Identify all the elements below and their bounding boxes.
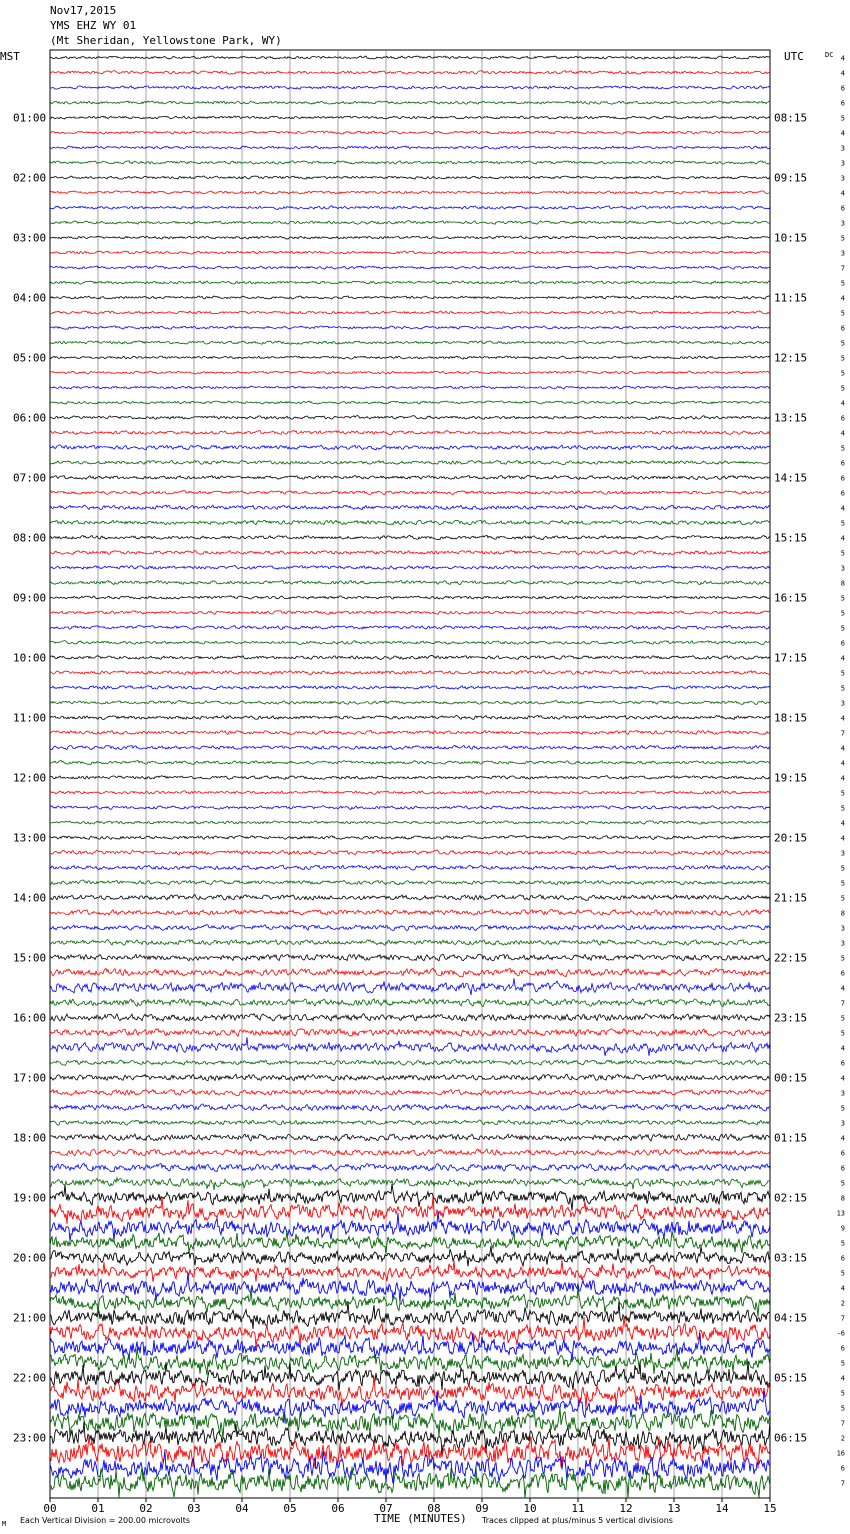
trace-line: [50, 266, 770, 269]
dc-offset-label: 5: [840, 279, 845, 288]
trace-line: [50, 1149, 770, 1156]
left-hour-label: 02:00: [13, 171, 47, 185]
trace-line: [50, 475, 770, 479]
dc-offset-label: 4: [840, 504, 845, 513]
dc-offset-label: 6: [840, 414, 845, 423]
trace-line: [50, 251, 770, 254]
right-hour-label: 15:15: [774, 531, 808, 545]
dc-offset-label: 5: [840, 354, 845, 363]
x-tick-label: 05: [283, 1502, 297, 1515]
trace-line: [50, 1333, 770, 1362]
trace-line: [50, 954, 770, 961]
right-hour-label: 09:15: [774, 171, 808, 185]
dc-offset-label: 4: [840, 534, 845, 543]
right-hour-label: 20:15: [774, 831, 808, 845]
trace-line: [50, 686, 770, 690]
dc-offset-label: 6: [840, 99, 845, 108]
left-hour-label: 14:00: [13, 891, 47, 905]
trace-line: [50, 131, 770, 134]
dc-offset-label: 5: [840, 804, 845, 813]
trace-line: [50, 1120, 770, 1125]
dc-offset-label: 5: [840, 1104, 845, 1113]
dc-offset-label: 4: [840, 69, 845, 78]
dc-offset-label: 3: [840, 924, 845, 933]
corner-mark: M: [2, 1520, 7, 1528]
dc-offset-label: 3: [840, 159, 845, 168]
trace-line: [50, 806, 770, 810]
dc-offset-label: 8: [840, 579, 845, 588]
trace-line: [50, 821, 770, 824]
right-hour-label: 04:15: [774, 1311, 808, 1325]
dc-offset-label: 4: [840, 714, 845, 723]
dc-offset-label: 4: [840, 1284, 845, 1293]
dc-offset-label: 7: [840, 729, 845, 738]
right-hour-label: 23:15: [774, 1011, 808, 1025]
trace-line: [50, 836, 770, 840]
trace-line: [50, 86, 770, 89]
left-hour-label: 06:00: [13, 411, 47, 425]
right-hour-label: 19:15: [774, 771, 808, 785]
x-axis-title: TIME (MINUTES): [374, 1512, 467, 1525]
dc-offset-label: 5: [840, 309, 845, 318]
trace-line: [50, 460, 770, 464]
dc-offset-label: 3: [840, 249, 845, 258]
trace-line: [50, 386, 770, 389]
left-hour-label: 05:00: [13, 351, 47, 365]
scale-note: Each Vertical Division = 200.00 microvolts: [20, 1516, 191, 1525]
trace-line: [50, 1288, 770, 1317]
station-code: YMS EHZ WY 01: [50, 19, 137, 32]
x-tick-label: 04: [235, 1502, 249, 1515]
dc-offset-label: 6: [840, 639, 845, 648]
dc-offset-label: 3: [840, 699, 845, 708]
x-tick-label: 11: [571, 1502, 585, 1515]
trace-line: [50, 880, 770, 885]
dc-offset-label: 4: [840, 1374, 845, 1383]
right-timezone-label: UTC: [784, 50, 804, 63]
right-hour-label: 00:15: [774, 1071, 808, 1085]
dc-offset-label: 6: [840, 1344, 845, 1353]
right-hour-label: 21:15: [774, 891, 808, 905]
dc-offset-label: 3: [840, 939, 845, 948]
dc-offset-label: 9: [840, 1224, 845, 1233]
x-tick-label: 01: [91, 1502, 105, 1515]
left-hour-label: 23:00: [13, 1431, 47, 1445]
dc-offset-label: 7: [840, 1314, 845, 1323]
dc-offset-label: 4: [840, 984, 845, 993]
dc-offset-label: 5: [840, 789, 845, 798]
left-hour-label: 08:00: [13, 531, 47, 545]
trace-line: [50, 895, 770, 901]
left-hour-label: 22:00: [13, 1371, 47, 1385]
trace-line: [50, 1197, 770, 1224]
dc-offset-label: 5: [840, 1239, 845, 1248]
right-hour-label: 06:15: [774, 1431, 808, 1445]
trace-line: [50, 745, 770, 749]
trace-line: [50, 909, 770, 915]
trace-line: [50, 445, 770, 450]
trace-line: [50, 1134, 770, 1141]
dc-offset-label: 5: [840, 864, 845, 873]
trace-line: [50, 565, 770, 569]
dc-offset-label: 6: [840, 204, 845, 213]
left-hour-label: 21:00: [13, 1311, 47, 1325]
left-hour-label: 10:00: [13, 651, 47, 665]
dc-offset-label: 7: [840, 1419, 845, 1428]
dc-offset-label: 16: [836, 1449, 845, 1458]
trace-line: [50, 865, 770, 870]
dc-offset-label: 5: [840, 444, 845, 453]
right-hour-label: 14:15: [774, 471, 808, 485]
trace-line: [50, 371, 770, 374]
left-hour-label: 19:00: [13, 1191, 47, 1205]
trace-line: [50, 1029, 770, 1037]
right-hour-label: 22:15: [774, 951, 808, 965]
x-tick-label: 07: [379, 1502, 393, 1515]
dc-offset-label: 7: [840, 999, 845, 1008]
left-hour-label: 18:00: [13, 1131, 47, 1145]
right-hour-label: 11:15: [774, 291, 808, 305]
dc-offset-label: 4: [840, 189, 845, 198]
dc-offset-label: 5: [840, 1389, 845, 1398]
right-hour-label: 12:15: [774, 351, 808, 365]
axis-labels: [13, 55, 845, 1516]
trace-line: [50, 1014, 770, 1021]
dc-offset-label: 4: [840, 399, 845, 408]
dc-offset-label: 5: [840, 954, 845, 963]
dc-offset-label: 8: [840, 1194, 845, 1203]
trace-line: [50, 978, 770, 995]
right-hour-label: 13:15: [774, 411, 808, 425]
trace-line: [50, 761, 770, 765]
left-hour-label: 09:00: [13, 591, 47, 605]
trace-line: [50, 1246, 770, 1266]
dc-offset-label: 5: [840, 1269, 845, 1278]
dc-offset-label: 5: [840, 384, 845, 393]
trace-line: [50, 670, 770, 674]
trace-line: [50, 1377, 770, 1409]
trace-line: [50, 791, 770, 795]
dc-offset-label: 5: [840, 1359, 845, 1368]
trace-line: [50, 776, 770, 780]
dc-offset-label: 6: [840, 1464, 845, 1473]
dc-offset-label: 5: [840, 879, 845, 888]
dc-offset-label: 4: [840, 654, 845, 663]
dc-header: DC: [825, 51, 834, 59]
trace-line: [50, 940, 770, 946]
dc-offset-label: 6: [840, 459, 845, 468]
dc-offset-label: 6: [840, 489, 845, 498]
dc-offset-label: 3: [840, 564, 845, 573]
trace-line: [50, 1163, 770, 1172]
dc-offset-label: 3: [840, 174, 845, 183]
trace-line: [50, 221, 770, 225]
dc-offset-label: 4: [840, 1134, 845, 1143]
trace-line: [50, 1184, 770, 1211]
dc-offset-label: 5: [840, 234, 845, 243]
clip-note: Traces clipped at plus/minus 5 vertical divisions: [482, 1516, 673, 1525]
plot-date: Nov17,2015: [50, 4, 117, 17]
trace-line: [50, 1467, 770, 1499]
dc-offset-label: 5: [840, 519, 845, 528]
trace-line: [50, 56, 770, 59]
dc-offset-label: 3: [840, 1089, 845, 1098]
trace-line: [50, 281, 770, 284]
trace-line: [50, 596, 770, 599]
station-location: (Mt Sheridan, Yellowstone Park, WY): [50, 34, 282, 47]
dc-offset-label: 5: [840, 339, 845, 348]
x-tick-label: 00: [43, 1502, 57, 1515]
dc-offset-label: 2: [840, 1299, 845, 1308]
trace-line: [50, 296, 770, 299]
right-hour-label: 01:15: [774, 1131, 808, 1145]
trace-line: [50, 1104, 770, 1111]
right-hour-label: 02:15: [774, 1191, 808, 1205]
trace-line: [50, 146, 770, 149]
trace-line: [50, 431, 770, 435]
trace-line: [50, 999, 770, 1007]
dc-offset-label: 4: [840, 54, 845, 63]
dc-offset-label: 4: [840, 1074, 845, 1083]
dc-offset-label: 6: [840, 474, 845, 483]
dc-offset-label: 5: [840, 369, 845, 378]
left-hour-label: 01:00: [13, 111, 47, 125]
trace-line: [50, 1422, 770, 1454]
dc-offset-label: 4: [840, 1044, 845, 1053]
dc-offset-label: 2: [840, 1434, 845, 1443]
right-hour-label: 08:15: [774, 111, 808, 125]
trace-line: [50, 925, 770, 931]
dc-offset-label: 5: [840, 684, 845, 693]
dc-offset-label: 6: [840, 1149, 845, 1158]
dc-offset-label: 7: [840, 264, 845, 273]
dc-offset-label: 5: [840, 894, 845, 903]
left-hour-label: 16:00: [13, 1011, 47, 1025]
left-hour-label: 17:00: [13, 1071, 47, 1085]
dc-offset-label: 6: [840, 1164, 845, 1173]
dc-offset-label: 3: [840, 144, 845, 153]
left-hour-label: 07:00: [13, 471, 47, 485]
dc-offset-label: 6: [840, 1254, 845, 1263]
x-tick-label: 10: [523, 1502, 537, 1515]
x-tick-label: 09: [475, 1502, 489, 1515]
trace-line: [50, 326, 770, 329]
trace-line: [50, 176, 770, 179]
dc-offset-label: 6: [840, 324, 845, 333]
dc-offset-label: 7: [840, 1479, 845, 1488]
right-hour-label: 17:15: [774, 651, 808, 665]
left-hour-label: 20:00: [13, 1251, 47, 1265]
right-hour-label: 05:15: [774, 1371, 808, 1385]
x-tick-label: 03: [187, 1502, 201, 1515]
trace-line: [50, 626, 770, 630]
trace-line: [50, 505, 770, 510]
dc-offset-label: 4: [840, 759, 845, 768]
dc-offset-label: 5: [840, 609, 845, 618]
x-tick-label: 02: [139, 1502, 153, 1515]
trace-group: [50, 56, 770, 1498]
dc-offset-label: 4: [840, 774, 845, 783]
trace-line: [50, 1074, 770, 1081]
x-tick-label: 08: [427, 1502, 441, 1515]
trace-line: [50, 416, 770, 420]
trace-line: [50, 520, 770, 525]
trace-line: [50, 236, 770, 239]
right-hour-label: 18:15: [774, 711, 808, 725]
trace-line: [50, 311, 770, 314]
dc-offset-label: 4: [840, 744, 845, 753]
x-tick-label: 14: [715, 1502, 729, 1515]
trace-line: [50, 1037, 770, 1056]
right-hour-label: 16:15: [774, 591, 808, 605]
trace-line: [50, 206, 770, 210]
dc-offset-label: 5: [840, 1029, 845, 1038]
dc-offset-label: 5: [840, 1179, 845, 1188]
dc-offset-label: 4: [840, 294, 845, 303]
trace-line: [50, 356, 770, 359]
left-hour-label: 04:00: [13, 291, 47, 305]
trace-line: [50, 1261, 770, 1282]
dc-offset-label: 8: [840, 909, 845, 918]
dc-offset-label: 4: [840, 834, 845, 843]
dc-offset-label: 13: [836, 1209, 845, 1218]
dc-offset-label: 6: [840, 84, 845, 93]
dc-offset-label: 4: [840, 429, 845, 438]
trace-line: [50, 715, 770, 719]
left-hour-label: 03:00: [13, 231, 47, 245]
trace-line: [50, 641, 770, 645]
trace-line: [50, 850, 770, 855]
trace-line: [50, 968, 770, 977]
trace-line: [50, 1090, 770, 1096]
dc-offset-label: 6: [840, 1059, 845, 1068]
trace-line: [50, 401, 770, 404]
dc-offset-label: 4: [840, 129, 845, 138]
trace-line: [50, 1060, 770, 1066]
right-hour-label: 03:15: [774, 1251, 808, 1265]
trace-line: [50, 1231, 770, 1254]
trace-line: [50, 655, 770, 659]
x-tick-label: 15: [763, 1502, 777, 1515]
left-timezone-label: MST: [0, 50, 20, 63]
left-hour-label: 11:00: [13, 711, 47, 725]
trace-line: [50, 341, 770, 345]
trace-line: [50, 701, 770, 705]
trace-line: [50, 1178, 770, 1190]
x-tick-label: 13: [667, 1502, 681, 1515]
dc-offset-label: 6: [840, 969, 845, 978]
dc-offset-label: 3: [840, 849, 845, 858]
left-hour-label: 13:00: [13, 831, 47, 845]
trace-line: [50, 191, 770, 194]
trace-line: [50, 161, 770, 164]
trace-line: [50, 535, 770, 539]
trace-line: [50, 491, 770, 495]
dc-offset-label: 5: [840, 594, 845, 603]
dc-offset-label: 5: [840, 1014, 845, 1023]
dc-offset-label: 5: [840, 624, 845, 633]
dc-offset-label: 5: [840, 669, 845, 678]
dc-offset-label: 5: [840, 549, 845, 558]
dc-offset-label: 4: [840, 819, 845, 828]
x-tick-label: 12: [619, 1502, 633, 1515]
dc-offset-label: 3: [840, 219, 845, 228]
right-hour-label: 10:15: [774, 231, 808, 245]
trace-line: [50, 611, 770, 615]
trace-line: [50, 581, 770, 585]
x-tick-label: 06: [331, 1502, 345, 1515]
left-hour-label: 12:00: [13, 771, 47, 785]
trace-line: [50, 731, 770, 735]
trace-line: [50, 71, 770, 75]
dc-offset-label: 5: [840, 114, 845, 123]
left-hour-label: 15:00: [13, 951, 47, 965]
trace-line: [50, 101, 770, 104]
trace-line: [50, 116, 770, 119]
dc-offset-label: -6: [836, 1329, 845, 1338]
dc-offset-label: 3: [840, 1119, 845, 1128]
dc-offset-label: 5: [840, 1404, 845, 1413]
trace-line: [50, 550, 770, 554]
